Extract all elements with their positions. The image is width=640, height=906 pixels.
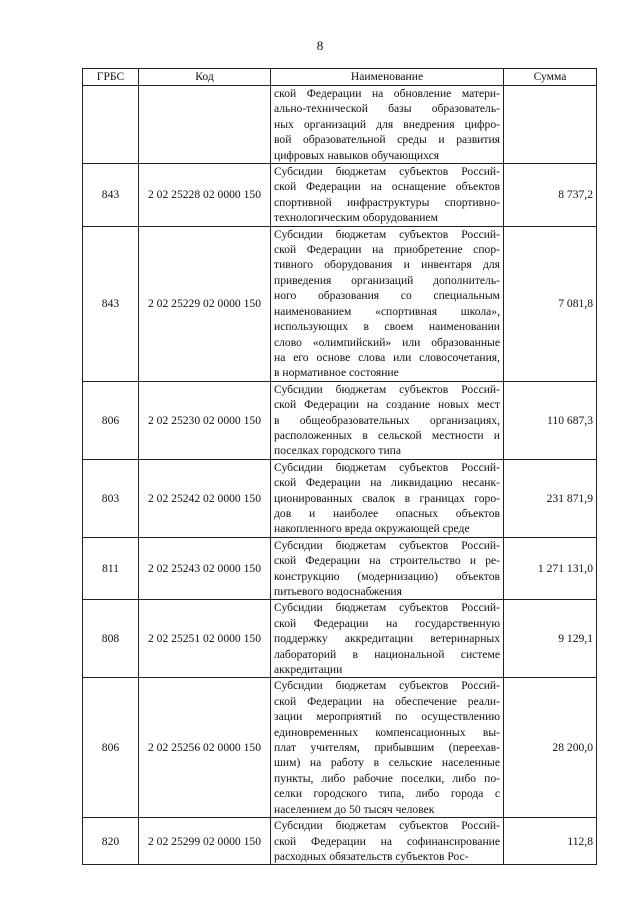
name-line: ской Федерации на приобретение спор- [274, 243, 500, 257]
name-line: Субсидии бюджетам субъектов Россий- [274, 819, 500, 833]
code-cell: 2 02 25230 02 0000 150 [139, 381, 271, 459]
name-cell [271, 226, 504, 381]
sum-cell: 112,8 [504, 818, 597, 865]
name-line: Субсидии бюджетам субъектов Россий- [274, 227, 500, 241]
grbs-cell: 843 [83, 226, 139, 381]
name-line: Субсидии бюджетам субъектов Россий- [274, 601, 500, 615]
grbs-cell: 811 [83, 537, 139, 600]
table-row [83, 678, 597, 818]
header-grbs: ГРБС [83, 69, 139, 86]
name-line: технологическим оборудованием [274, 211, 438, 225]
name-line: питьевого водоснабжения [274, 585, 402, 598]
name-line: ской Федерации на обеспечение реали- [274, 694, 500, 708]
name-line: пункты, либо рабочие поселки, либо по- [274, 771, 500, 785]
name-line: лабораторий в национальной системе [274, 647, 500, 661]
name-line: ской Федерации на создание новых мест [274, 398, 500, 412]
name-cell [271, 818, 504, 865]
name-line: тивного оборудования и инвентаря для [274, 258, 500, 272]
name-line: ного образования со специальным [274, 289, 500, 303]
name-cell [271, 164, 504, 227]
grbs-cell: 806 [83, 678, 139, 818]
table-row [83, 226, 597, 381]
sum-cell [504, 86, 597, 164]
name-line: Субсидии бюджетам субъектов Россий- [274, 460, 500, 474]
name-line: поселках городского типа [274, 444, 401, 458]
budget-table [82, 68, 597, 865]
header-name: Наименование [271, 69, 504, 86]
name-cell [271, 537, 504, 600]
name-line: расположенных в сельской местности и [274, 428, 500, 442]
grbs-cell: 803 [83, 459, 139, 537]
name-line: шим) на работу в сельские населенные [274, 756, 500, 770]
name-line: конструкцию (модернизацию) объектов [274, 569, 500, 583]
sum-cell: 110 687,3 [504, 381, 597, 459]
table-row [83, 459, 597, 537]
header-code: Код [139, 69, 271, 86]
name-cell [271, 600, 504, 678]
name-line: поддержку аккредитации ветеринарных [274, 632, 500, 646]
grbs-cell: 808 [83, 600, 139, 678]
table-body [83, 86, 597, 865]
name-line: использующих в своем наименовании [274, 320, 500, 334]
name-line: ных организаций для внедрения цифро- [274, 117, 500, 131]
name-line: вой образовательной среды и развития [274, 133, 500, 147]
name-line: в общеобразовательных организациях, [274, 413, 500, 427]
sum-cell: 8 737,2 [504, 164, 597, 227]
code-cell: 2 02 25228 02 0000 150 [139, 164, 271, 227]
name-line: ской Федерации на ликвидацию несанк- [274, 476, 500, 490]
table-row [83, 86, 597, 164]
name-cell [271, 678, 504, 818]
page-number: 8 [316, 38, 324, 53]
code-cell: 2 02 25229 02 0000 150 [139, 226, 271, 381]
name-cell [271, 381, 504, 459]
name-line: плат учителям, прибывшим (переехав- [274, 741, 500, 755]
name-line: единовременных компенсационных вы- [274, 725, 500, 739]
code-cell: 2 02 25243 02 0000 150 [139, 537, 271, 600]
sum-cell: 7 081,8 [504, 226, 597, 381]
code-cell [139, 86, 271, 164]
name-line: приведения организаций дополнитель- [274, 273, 500, 287]
sum-cell: 28 200,0 [504, 678, 597, 818]
name-line: ально-технической базы образователь- [274, 102, 500, 116]
name-line: спортивной инфраструктуры спортивно- [274, 195, 500, 209]
table-row [83, 164, 597, 227]
code-cell: 2 02 25299 02 0000 150 [139, 818, 271, 865]
name-line: ской Федерации на строительство и ре- [274, 554, 500, 568]
table-row [83, 600, 597, 678]
table-row [83, 818, 597, 865]
name-cell [271, 459, 504, 537]
name-line: селки городского типа, либо города с [274, 787, 500, 801]
grbs-cell: 843 [83, 164, 139, 227]
sum-cell: 9 129,1 [504, 600, 597, 678]
table-row [83, 381, 597, 459]
name-line: ской Федерации на софинансирование [274, 834, 500, 848]
name-line: Субсидии бюджетам субъектов Россий- [274, 165, 500, 179]
name-line: Субсидии бюджетам субъектов Россий- [274, 382, 500, 396]
code-cell: 2 02 25251 02 0000 150 [139, 600, 271, 678]
name-line: ционированных свалок в границах горо- [274, 491, 500, 505]
code-cell: 2 02 25242 02 0000 150 [139, 459, 271, 537]
sum-cell: 231 871,9 [504, 459, 597, 537]
name-line: цифровых навыков обучающихся [274, 148, 440, 162]
code-cell: 2 02 25256 02 0000 150 [139, 678, 271, 818]
name-line: расходных обязательств субъектов Рос- [274, 849, 469, 863]
grbs-cell: 820 [83, 818, 139, 865]
header-sum: Сумма [504, 69, 597, 86]
name-line: населением до 50 тысяч человек [274, 802, 435, 816]
name-line: аккредитации [274, 663, 343, 677]
grbs-cell: 806 [83, 381, 139, 459]
sum-cell: 1 271 131,0 [504, 537, 597, 600]
name-line: наименованием «спортивная школа», [274, 304, 500, 318]
name-line: Субсидии бюджетам субъектов Россий- [274, 538, 500, 552]
grbs-cell [83, 86, 139, 164]
name-line: дов и наиболее опасных объектов [274, 506, 500, 520]
name-line: в нормативное состояние [274, 366, 399, 380]
name-line: на его основе слова или словосочетания, [274, 350, 500, 364]
name-line: слово «олимпийский» или образованные [274, 335, 500, 349]
name-cell [271, 86, 504, 164]
name-line: зации мероприятий по осуществлению [274, 710, 500, 724]
name-line: Субсидии бюджетам субъектов Россий- [274, 679, 500, 693]
name-line: накопленного вреда окружающей среде [274, 522, 470, 536]
table-row [83, 537, 597, 600]
name-line: ской Федерации на обновление матери- [274, 87, 500, 100]
name-line: ской Федерации на оснащение объектов [274, 180, 500, 194]
table-header [83, 69, 597, 86]
name-line: ской Федерации на государственную [274, 616, 500, 630]
